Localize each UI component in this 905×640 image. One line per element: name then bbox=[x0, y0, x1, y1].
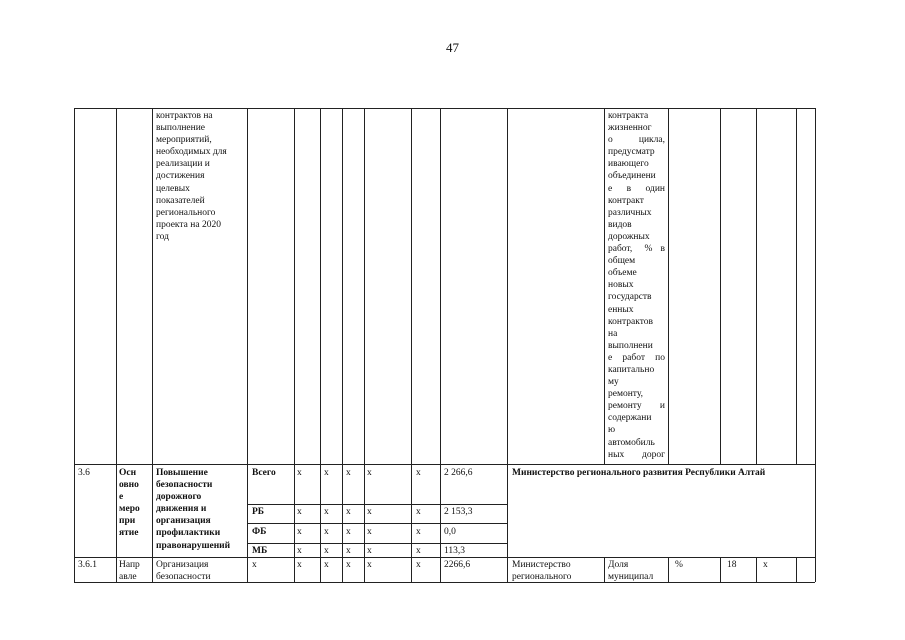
row-3-6-name: Повышение безопасности дорожного движения и организация профилактики правонарушений bbox=[156, 468, 231, 551]
row-3-6-1-indicator: Доля муниципал bbox=[608, 560, 654, 583]
indicator-line: жизненног bbox=[608, 123, 652, 134]
indicator-line: ивающего bbox=[608, 159, 649, 170]
col-border-8 bbox=[411, 108, 412, 582]
funding-amount-mb: 113,3 bbox=[444, 546, 466, 556]
page-number: 47 bbox=[446, 40, 459, 55]
indicator-line: на bbox=[608, 328, 618, 339]
funding-source-rb: РБ bbox=[252, 507, 265, 517]
col-border-4 bbox=[294, 108, 295, 582]
funding-mark: x bbox=[346, 527, 351, 537]
indicator-line: енных bbox=[608, 304, 634, 315]
col-border-10 bbox=[507, 108, 508, 582]
row-3-6-top-border bbox=[74, 464, 815, 465]
funding-mark: x bbox=[367, 507, 372, 517]
funding-amount-fb: 0,0 bbox=[444, 527, 456, 537]
funding-divider-fb bbox=[247, 523, 507, 524]
col-border-6 bbox=[342, 108, 343, 582]
col-border-13-top bbox=[720, 108, 721, 464]
continued-indicator-cell bbox=[608, 110, 665, 461]
indicator-line: объединени bbox=[608, 171, 656, 182]
funding-divider-rb bbox=[247, 504, 507, 505]
row-3-6-responsible: Министерство регионального развития Республики Алтай bbox=[512, 468, 766, 478]
indicator-line: е работ по bbox=[608, 352, 665, 363]
indicator-line: видов bbox=[608, 219, 632, 230]
funding-mark: x bbox=[297, 507, 302, 517]
col-border-7 bbox=[364, 108, 365, 582]
funding-source-total: Всего bbox=[252, 468, 276, 478]
indicator-line: общем bbox=[608, 256, 636, 267]
col-border-14-bottom bbox=[756, 557, 757, 582]
indicator-line: государств bbox=[608, 292, 652, 303]
col-border-1 bbox=[116, 108, 117, 582]
funding-mark: x bbox=[346, 468, 351, 478]
indicator-line: ю bbox=[608, 425, 616, 436]
row-3-6-1-mark: x bbox=[367, 560, 372, 570]
col-border-11-bottom bbox=[604, 557, 605, 582]
col-border-13-bottom bbox=[720, 557, 721, 582]
funding-mark: x bbox=[416, 468, 421, 478]
indicator-line: дорожных bbox=[608, 231, 650, 242]
row-3-6-number: 3.6 bbox=[78, 468, 90, 478]
row-3-6-1-value: 18 bbox=[727, 560, 737, 570]
funding-source-fb: ФБ bbox=[252, 527, 267, 537]
indicator-line: объеме bbox=[608, 268, 637, 279]
row-3-6-1-type: Напр авле bbox=[119, 560, 140, 583]
row-3-6-1-number: 3.6.1 bbox=[78, 560, 97, 570]
funding-mark: x bbox=[367, 468, 372, 478]
indicator-line: работ, % в bbox=[608, 244, 665, 255]
funding-divider-mb bbox=[247, 543, 507, 544]
funding-mark: x bbox=[367, 527, 372, 537]
funding-mark: x bbox=[297, 527, 302, 537]
row-3-6-1-source: x bbox=[252, 560, 257, 570]
funding-source-mb: МБ bbox=[252, 546, 268, 556]
funding-mark: x bbox=[416, 527, 421, 537]
row-3-6-type: Осн овно е меро при ятие bbox=[119, 468, 140, 539]
indicator-line: контракта bbox=[608, 111, 649, 121]
row-3-6-1-mark: x bbox=[346, 560, 351, 570]
indicator-line: контракт bbox=[608, 195, 644, 206]
indicator-line: различных bbox=[608, 207, 652, 218]
col-border-12-bottom bbox=[668, 557, 669, 582]
funding-mark: x bbox=[297, 546, 302, 556]
funding-mark: x bbox=[346, 507, 351, 517]
col-border-2 bbox=[152, 108, 153, 582]
funding-mark: x bbox=[346, 546, 351, 556]
col-border-9 bbox=[440, 108, 441, 582]
col-border-14-top bbox=[756, 108, 757, 464]
funding-mark: x bbox=[416, 507, 421, 517]
col-border-0 bbox=[74, 108, 75, 582]
funding-mark: x bbox=[324, 527, 329, 537]
col-border-3 bbox=[247, 108, 248, 582]
row-3-6-1-extra: x bbox=[763, 560, 768, 570]
indicator-line: предусматр bbox=[608, 147, 655, 158]
funding-amount-total: 2 266,6 bbox=[444, 468, 473, 478]
funding-mark: x bbox=[324, 546, 329, 556]
indicator-line: о цикла, bbox=[608, 135, 665, 146]
col-border-15-bottom bbox=[796, 557, 797, 582]
row-3-6-1-mark: x bbox=[297, 560, 302, 570]
indicator-line: ремонту и bbox=[608, 401, 665, 412]
row-3-6-1-responsible: Министерство регионального bbox=[512, 560, 572, 583]
funding-mark: x bbox=[367, 546, 372, 556]
indicator-line: содержани bbox=[608, 413, 652, 424]
table-top-border bbox=[74, 108, 815, 109]
indicator-line: автомобиль bbox=[608, 437, 655, 448]
indicator-line: контрактов bbox=[608, 316, 653, 327]
indicator-line: капитально bbox=[608, 364, 655, 375]
indicator-line: му bbox=[608, 377, 619, 388]
funding-mark: x bbox=[416, 546, 421, 556]
col-border-12-top bbox=[668, 108, 669, 464]
indicator-line: выполнени bbox=[608, 340, 653, 351]
row-3-6-1-total: 2266,6 bbox=[444, 560, 471, 570]
row-3-6-1-name: Организация безопасности bbox=[156, 560, 211, 583]
indicator-line: новых bbox=[608, 280, 634, 291]
row-3-6-1-unit: % bbox=[675, 560, 683, 570]
indicator-line: ремонту, bbox=[608, 389, 644, 400]
row-3-6-1-mark: x bbox=[324, 560, 329, 570]
funding-mark: x bbox=[324, 468, 329, 478]
funding-amount-rb: 2 153,3 bbox=[444, 507, 473, 517]
indicator-line: е в один bbox=[608, 183, 665, 194]
col-border-16 bbox=[815, 108, 816, 582]
row-3-6-1-mark: x bbox=[416, 560, 421, 570]
funding-mark: x bbox=[324, 507, 329, 517]
row-3-6-1-top-border bbox=[74, 557, 815, 558]
continued-name-cell: контрактов на выполнение мероприятий, необходимых для реализации и достижения целевых показателей регионального проекта на 2020 год bbox=[156, 111, 227, 242]
col-border-11-top bbox=[604, 108, 605, 464]
indicator-line: ных дорог bbox=[608, 449, 665, 460]
col-border-5 bbox=[320, 108, 321, 582]
funding-mark: x bbox=[297, 468, 302, 478]
col-border-15-top bbox=[796, 108, 797, 464]
